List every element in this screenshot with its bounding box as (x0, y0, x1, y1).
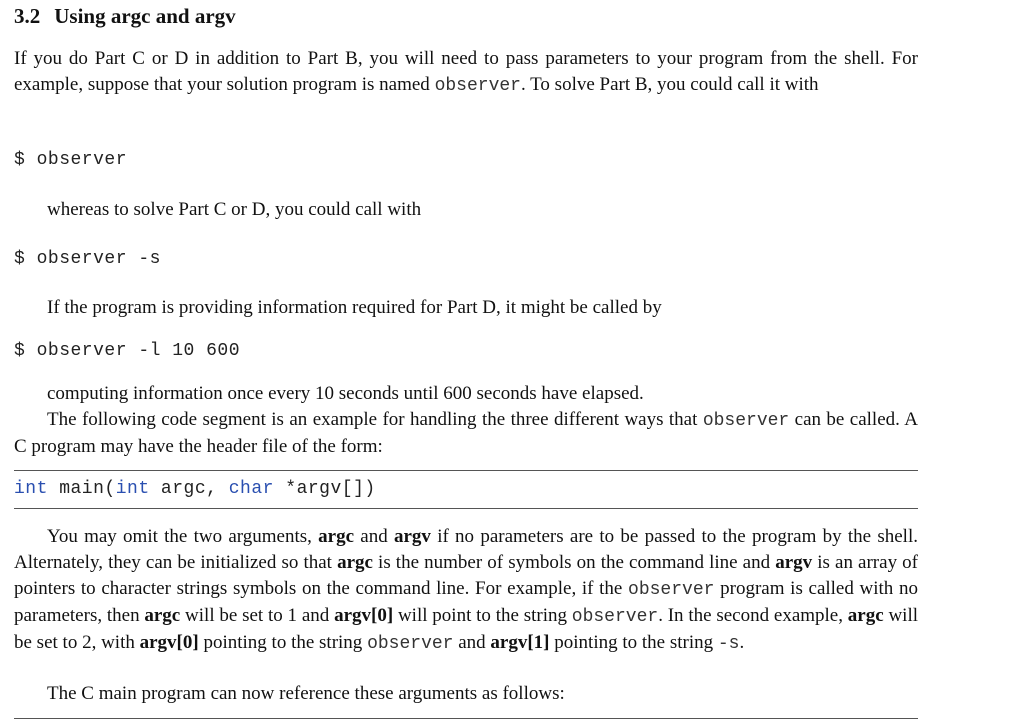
section-heading (14, 4, 236, 29)
text-part-d: If the program is providing information required for Part D, it might be called by (47, 297, 662, 318)
following-paragraph: The following code segment is an example for handling the three different ways that observer can be called. A C program may have the header file of the form: (14, 409, 918, 457)
intro-paragraph: If you do Part C or D in addition to Part B, you will need to pass parameters to your program from the shell. For example, suppose that your solution program is named observer. To solve Part B, you could call it with (14, 48, 918, 96)
keyword-char: char (228, 479, 274, 499)
section-title: Using argc and argv (54, 4, 236, 28)
inline-code-observer: observer (367, 634, 454, 654)
code-block-bottom-rule (14, 508, 918, 509)
command-example-s-flag: $ observer -s (14, 249, 161, 269)
keyword-int: int (115, 479, 150, 499)
command-example-basic: $ observer (14, 150, 128, 170)
inline-code-s-flag: -s (717, 634, 740, 654)
text-computing-info: computing information once every 10 seconds until 600 seconds have elapsed. (47, 383, 644, 404)
inline-code-observer: observer (628, 580, 715, 600)
closing-line: The C main program can now reference these arguments as follows: (47, 683, 565, 704)
explanation-paragraph: You may omit the two arguments, argc and argv if no parameters are to be passed to the program by the shell. Alternately, they can be initialized so that argc is the number of symbols on the command line and argv is an array of pointers to character strings symbols on the command line. For example, if the observer program is called with no parameters, then argc will be set to 1 and argv[0] will point to the string observer. In the second example, argc will be set to 2, with argv[0] pointing to the string observer and argv[1] pointing to the string -s. (14, 526, 918, 654)
section-number: 3.2 (14, 4, 41, 28)
code-block-main-signature: int main(int argc, char *argv[]) (14, 479, 376, 499)
next-code-block-top-rule (14, 718, 918, 719)
code-block-top-rule (14, 470, 918, 471)
keyword-int: int (14, 479, 48, 499)
inline-code-observer: observer (702, 411, 790, 431)
command-example-l-flag: $ observer -l 10 600 (14, 341, 241, 361)
inline-code-observer: observer (434, 76, 521, 96)
text-part-c-or-d: whereas to solve Part C or D, you could call with (47, 199, 422, 220)
inline-code-observer: observer (571, 607, 659, 627)
